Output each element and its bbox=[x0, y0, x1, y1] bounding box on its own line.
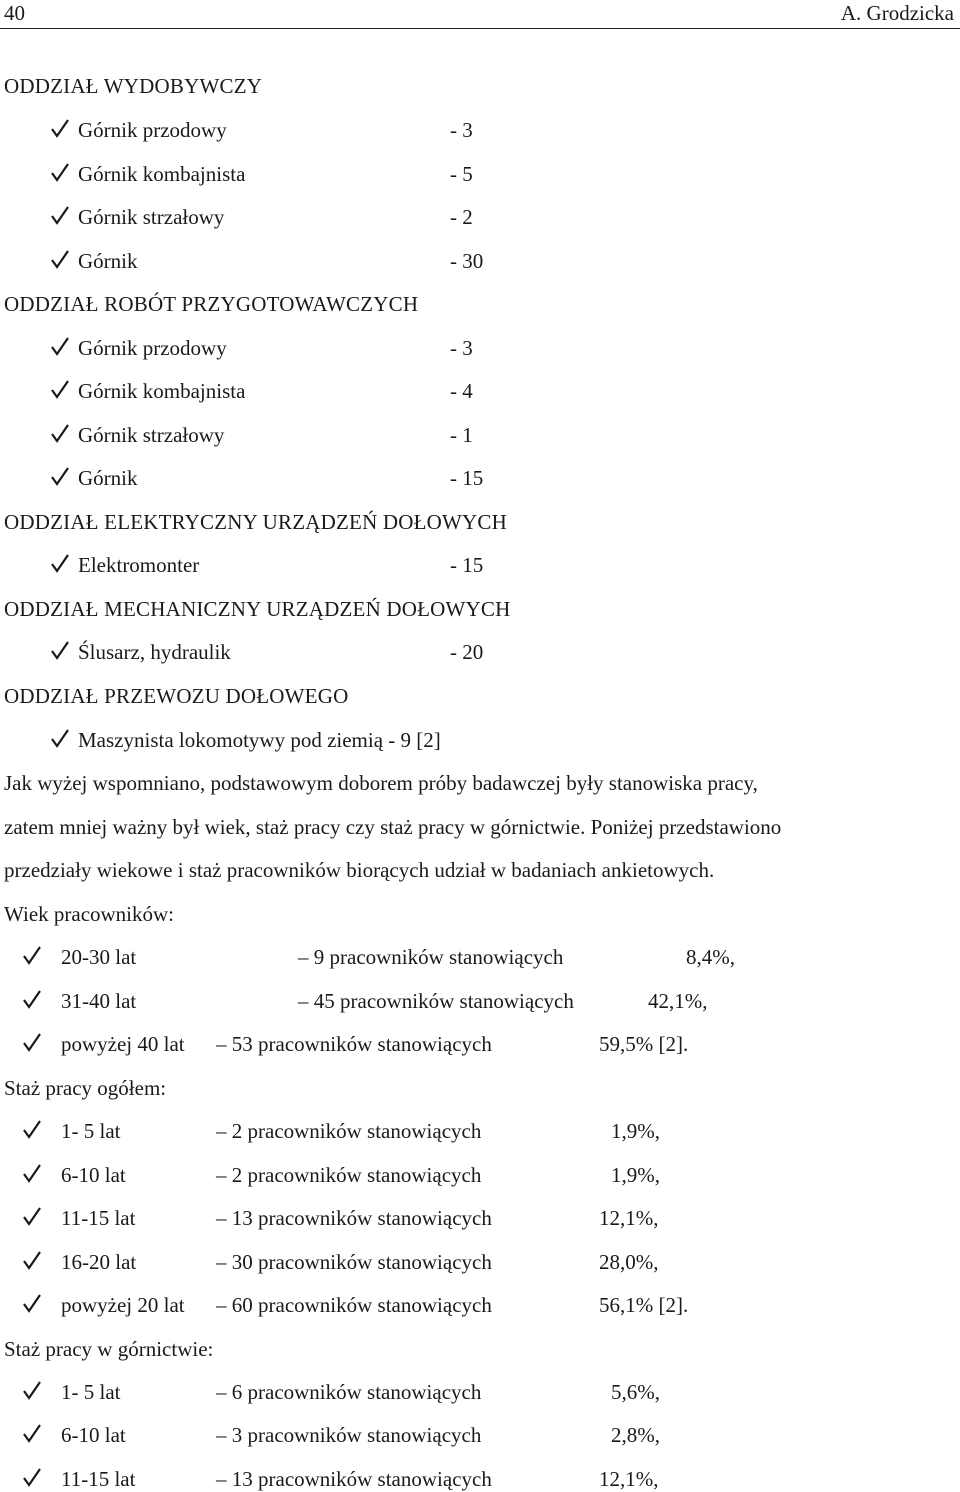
workers-cell: – 3 pracowników stanowiących bbox=[216, 1423, 482, 1447]
job-count: - 20 bbox=[450, 640, 484, 664]
paragraph-line bbox=[4, 770, 956, 796]
workers-cell: – 6 pracowników stanowiących bbox=[216, 1380, 482, 1404]
workers-cell: – 13 pracowników stanowiących bbox=[216, 1467, 492, 1491]
job-count: - 4 bbox=[450, 379, 473, 403]
page-number: 40 bbox=[4, 1, 25, 25]
workers-cell: – 30 pracowników stanowiących bbox=[216, 1250, 492, 1274]
range-cell: 6-10 lat bbox=[61, 1423, 126, 1447]
workers-cell: – 45 pracowników stanowiących bbox=[298, 989, 574, 1013]
job-count: - 15 bbox=[450, 553, 484, 577]
section-title: Staż pracy w górnictwie: bbox=[4, 1337, 214, 1361]
workers-cell: – 60 pracowników stanowiących bbox=[216, 1293, 492, 1317]
department-title: ODDZIAŁ ELEKTRYCZNY URZĄDZEŃ DOŁOWYCH bbox=[4, 510, 507, 534]
percent-cell: 12,1%, bbox=[599, 1206, 659, 1230]
paragraph-line: przedziały wiekowe i staż pracowników biorących udział w badaniach ankietowych. bbox=[4, 858, 715, 882]
checkmark-icon bbox=[50, 422, 70, 444]
checkmark-icon bbox=[50, 552, 70, 574]
percent-cell: 12,1%, bbox=[599, 1467, 659, 1491]
job-label: Górnik przodowy bbox=[78, 118, 227, 142]
workers-cell: – 2 pracowników stanowiących bbox=[216, 1163, 482, 1187]
checkmark-icon bbox=[22, 1422, 42, 1444]
running-author: A. Grodzicka bbox=[840, 1, 954, 25]
checkmark-icon bbox=[22, 1466, 42, 1488]
range-cell: 6-10 lat bbox=[61, 1163, 126, 1187]
job-count: - 15 bbox=[450, 466, 484, 490]
job-label: Górnik bbox=[78, 466, 138, 490]
job-count: - 3 bbox=[450, 118, 473, 142]
department-title: ODDZIAŁ MECHANICZNY URZĄDZEŃ DOŁOWYCH bbox=[4, 597, 511, 621]
checkmark-icon bbox=[50, 465, 70, 487]
percent-cell: 42,1%, bbox=[648, 989, 708, 1013]
workers-cell: – 13 pracowników stanowiących bbox=[216, 1206, 492, 1230]
job-label: Górnik kombajnista bbox=[78, 162, 246, 186]
job-count: - 3 bbox=[450, 336, 473, 360]
checkmark-icon bbox=[50, 335, 70, 357]
job-count: - 30 bbox=[450, 249, 484, 273]
percent-cell: 59,5% [2]. bbox=[599, 1032, 689, 1056]
percent-cell: 8,4%, bbox=[686, 945, 735, 969]
section-title: Staż pracy ogółem: bbox=[4, 1076, 167, 1100]
range-cell: powyżej 20 lat bbox=[61, 1293, 185, 1317]
job-count: - 5 bbox=[450, 162, 473, 186]
job-label: Ślusarz, hydraulik bbox=[78, 640, 231, 664]
checkmark-icon bbox=[22, 1031, 42, 1053]
checkmark-icon bbox=[22, 1249, 42, 1271]
checkmark-icon bbox=[50, 248, 70, 270]
checkmark-icon bbox=[22, 1118, 42, 1140]
checkmark-icon bbox=[22, 1379, 42, 1401]
department-title: ODDZIAŁ ROBÓT PRZYGOTOWAWCZYCH bbox=[4, 292, 419, 316]
paragraph-line: zatem mniej ważny był wiek, staż pracy czy staż pracy w górnictwie. Poniżej przedstawiono bbox=[4, 815, 782, 839]
department-title: ODDZIAŁ WYDOBYWCZY bbox=[4, 74, 263, 98]
percent-cell: 5,6%, bbox=[611, 1380, 660, 1404]
job-label: Elektromonter bbox=[78, 553, 200, 577]
range-cell: 16-20 lat bbox=[61, 1250, 137, 1274]
percent-cell: 56,1% [2]. bbox=[599, 1293, 689, 1317]
percent-cell: 1,9%, bbox=[611, 1119, 660, 1143]
job-label: Górnik przodowy bbox=[78, 336, 227, 360]
checkmark-icon bbox=[22, 988, 42, 1010]
checkmark-icon bbox=[50, 204, 70, 226]
checkmark-icon bbox=[22, 1162, 42, 1184]
header-rule bbox=[0, 28, 960, 29]
checkmark-icon bbox=[50, 161, 70, 183]
range-cell: 1- 5 lat bbox=[61, 1119, 121, 1143]
job-label: Górnik strzałowy bbox=[78, 205, 225, 229]
job-label: Górnik kombajnista bbox=[78, 379, 246, 403]
checkmark-icon bbox=[50, 727, 70, 749]
range-cell: 11-15 lat bbox=[61, 1467, 136, 1491]
department-title: ODDZIAŁ PRZEWOZU DOŁOWEGO bbox=[4, 684, 349, 708]
range-cell: powyżej 40 lat bbox=[61, 1032, 185, 1056]
checkmark-icon bbox=[50, 639, 70, 661]
paragraph-text: Jak wyżej wspomniano, podstawowym doborem próby badawczej były stanowiska pracy, bbox=[4, 771, 758, 795]
range-cell: 31-40 lat bbox=[61, 989, 137, 1013]
percent-cell: 1,9%, bbox=[611, 1163, 660, 1187]
percent-cell: 2,8%, bbox=[611, 1423, 660, 1447]
workers-cell: – 53 pracowników stanowiących bbox=[216, 1032, 492, 1056]
checkmark-icon bbox=[50, 378, 70, 400]
workers-cell: – 2 pracowników stanowiących bbox=[216, 1119, 482, 1143]
range-cell: 1- 5 lat bbox=[61, 1380, 121, 1404]
job-count: - 1 bbox=[450, 423, 473, 447]
job-label: Górnik strzałowy bbox=[78, 423, 225, 447]
checkmark-icon bbox=[50, 117, 70, 139]
job-label: Maszynista lokomotywy pod ziemią - 9 [2] bbox=[78, 728, 441, 752]
section-title: Wiek pracowników: bbox=[4, 902, 175, 926]
percent-cell: 28,0%, bbox=[599, 1250, 659, 1274]
checkmark-icon bbox=[22, 1292, 42, 1314]
checkmark-icon bbox=[22, 944, 42, 966]
job-label: Górnik bbox=[78, 249, 138, 273]
checkmark-icon bbox=[22, 1205, 42, 1227]
job-count: - 2 bbox=[450, 205, 473, 229]
range-cell: 11-15 lat bbox=[61, 1206, 136, 1230]
workers-cell: – 9 pracowników stanowiących bbox=[298, 945, 564, 969]
range-cell: 20-30 lat bbox=[61, 945, 137, 969]
